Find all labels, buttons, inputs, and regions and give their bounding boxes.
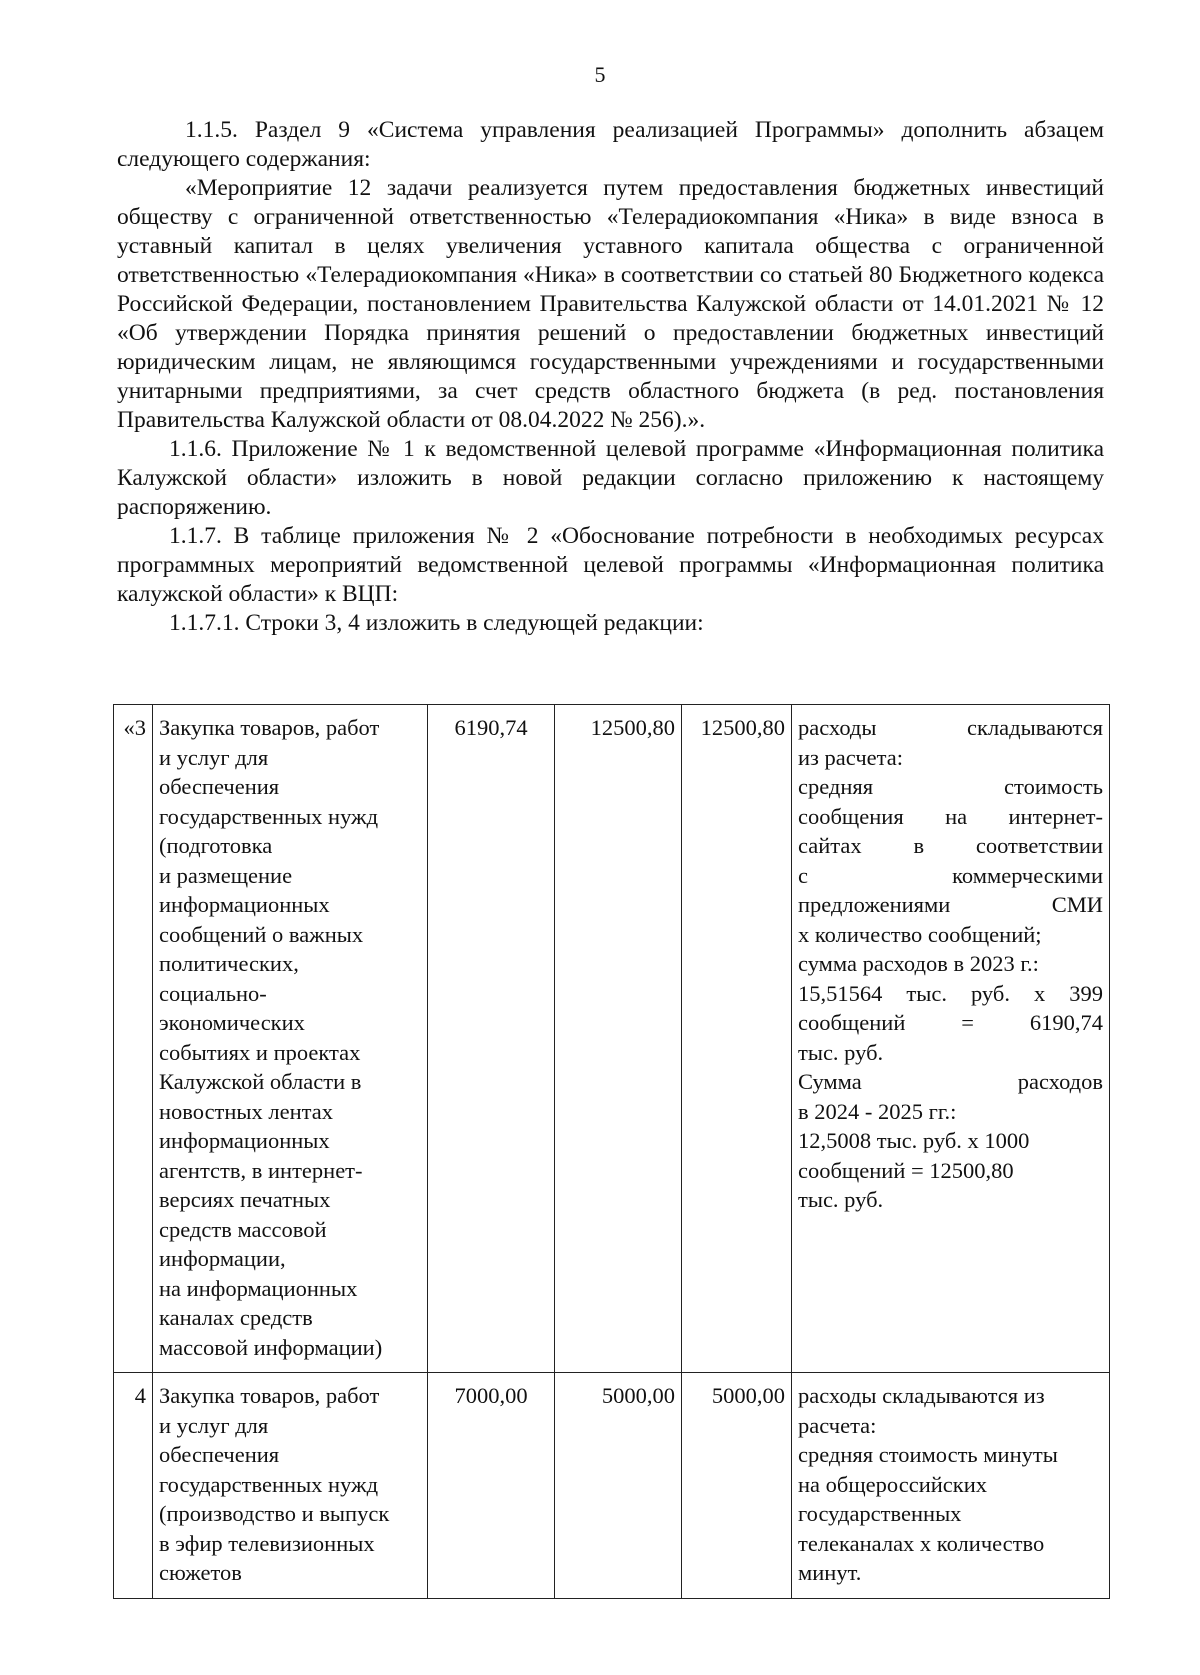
paragraph-1-1-7: 1.1.7. В таблице приложения № 2 «Обоснование потребности в необходимых ресурсах программных мероприятий ведомственной целевой программы «Информационная политика калужской области» к ВЦП:: [117, 523, 1104, 607]
value-2025: 12500,80: [682, 705, 792, 1373]
paragraph-1-1-5: 1.1.5. Раздел 9 «Система управления реализацией Программы» дополнить абзацем следующего содержания:: [117, 117, 1104, 172]
name-line: обеспечения: [159, 774, 280, 799]
row-name: [153, 705, 428, 1373]
name-line: политических,: [159, 951, 299, 976]
name-line: (производство и выпуск: [159, 1501, 390, 1526]
calc-line: предложениями СМИ: [798, 892, 1103, 917]
name-line: сюжетов: [159, 1560, 242, 1585]
row-name: [153, 1373, 428, 1599]
name-line: информационных: [159, 892, 330, 917]
name-line: и услуг для: [159, 1412, 269, 1438]
value-2024: 5000,00: [555, 1373, 682, 1599]
table-row: [114, 705, 1110, 1373]
paragraph-1-1-7-1: 1.1.7.1. Строки 3, 4 изложить в следующей редакции:: [169, 610, 704, 636]
paragraph-1-1-6: 1.1.6. Приложение № 1 к ведомственной целевой программе «Информационная политика Калужской области» изложить в новой редакции согласно приложению к настоящему распоряжению.: [117, 436, 1104, 520]
value-2023: 7000,00: [428, 1373, 555, 1599]
name-line: версиях печатных: [159, 1187, 331, 1212]
value-2023: 6190,74: [428, 705, 555, 1373]
name-line: Закупка товаров, работ: [159, 715, 380, 740]
calc-line: 15,51564 тыс. руб. х 399: [798, 980, 1103, 1006]
calc-line: в 2024 - 2025 гг.:: [798, 1098, 957, 1124]
row-number: «3: [114, 705, 153, 1373]
body-text: [117, 116, 1104, 638]
calc-line: Сумма расходов: [798, 1069, 1103, 1094]
name-line: и размещение: [159, 862, 293, 888]
name-line: Калужской области в: [159, 1069, 362, 1094]
name-line: обеспечения: [159, 1442, 280, 1467]
name-line: каналах средств: [159, 1305, 313, 1330]
calc-line: расходы складываются из: [798, 1383, 1045, 1408]
name-line: событиях и проектах: [159, 1039, 361, 1065]
calc-line: на общероссийских: [798, 1471, 987, 1497]
row-calculation: [792, 1373, 1110, 1599]
name-line: новостных лентах: [159, 1098, 334, 1124]
calc-line: с коммерческими: [798, 862, 1103, 888]
row-number: 4: [114, 1373, 153, 1599]
name-line: экономических: [159, 1010, 305, 1035]
name-line: средств массовой: [159, 1216, 327, 1242]
calc-line: расходы складываются: [798, 715, 1103, 740]
calc-line: минут.: [798, 1560, 862, 1585]
name-line: агентств, в интернет-: [159, 1157, 363, 1183]
calc-line: средняя стоимость минуты: [798, 1442, 1058, 1467]
name-line: Закупка товаров, работ: [159, 1383, 380, 1408]
name-line: в эфир телевизионных: [159, 1530, 375, 1556]
calc-line: расчета:: [798, 1412, 877, 1438]
name-line: социально-: [159, 980, 267, 1006]
page-number: 5: [594, 62, 606, 87]
calc-line: х количество сообщений;: [798, 921, 1042, 947]
name-line: государственных нужд: [159, 803, 379, 829]
calc-line: сообщений = 6190,74: [798, 1010, 1103, 1035]
resources-table: [113, 704, 1110, 1599]
name-line: государственных нужд: [159, 1471, 379, 1497]
name-line: сообщений о важных: [159, 921, 364, 947]
calc-line: тыс. руб.: [798, 1039, 884, 1065]
table-row: [114, 1373, 1110, 1599]
calc-line: государственных: [798, 1501, 962, 1526]
calc-line: 12,5008 тыс. руб. х 1000: [798, 1128, 1030, 1153]
calc-line: сообщений = 12500,80: [798, 1157, 1014, 1183]
name-line: информационных: [159, 1128, 330, 1153]
calc-line: тыс. руб.: [798, 1187, 884, 1212]
value-2024: 12500,80: [555, 705, 682, 1373]
value-2025: 5000,00: [682, 1373, 792, 1599]
paragraph-quote-measure-12: «Мероприятие 12 задачи реализуется путем предоставления бюджетных инвестиций обществу с ограниченной ответственностью «Телерадиокомпания «Ника» в виде взноса в уставный капитал в целях увеличения уставного капитала общества с ограниченной ответственностью «Телерадиокомпания «Ника» в соответствии со статьей 80 Бюджетного кодекса Российской Федерации, постановлением Правительства Калужской области от 14.01.2021 № 12 «Об утверждении Порядка принятия решений о предоставлении бюджетных инвестиций юридическим лицам, не являющимся государственными учреждениями и государственными унитарными предприятиями, за счет средств областного бюджета (в ред. постановления Правительства Калужской области от 08.04.2022 № 256).».: [117, 175, 1104, 433]
calc-line: средняя стоимость: [798, 774, 1103, 799]
name-line: информации,: [159, 1246, 286, 1271]
calc-line: из расчета:: [798, 744, 903, 770]
name-line: массовой информации): [159, 1334, 383, 1360]
calc-line: сумма расходов в 2023 г.:: [798, 951, 1039, 976]
calc-line: телеканалах х количество: [798, 1530, 1045, 1556]
name-line: и услуг для: [159, 744, 269, 770]
name-line: на информационных: [159, 1275, 358, 1301]
name-line: (подготовка: [159, 833, 273, 858]
calc-line: сайтах в соответствии: [798, 833, 1103, 858]
row-calculation: [792, 705, 1110, 1373]
calc-line: сообщения на интернет-: [798, 803, 1103, 829]
